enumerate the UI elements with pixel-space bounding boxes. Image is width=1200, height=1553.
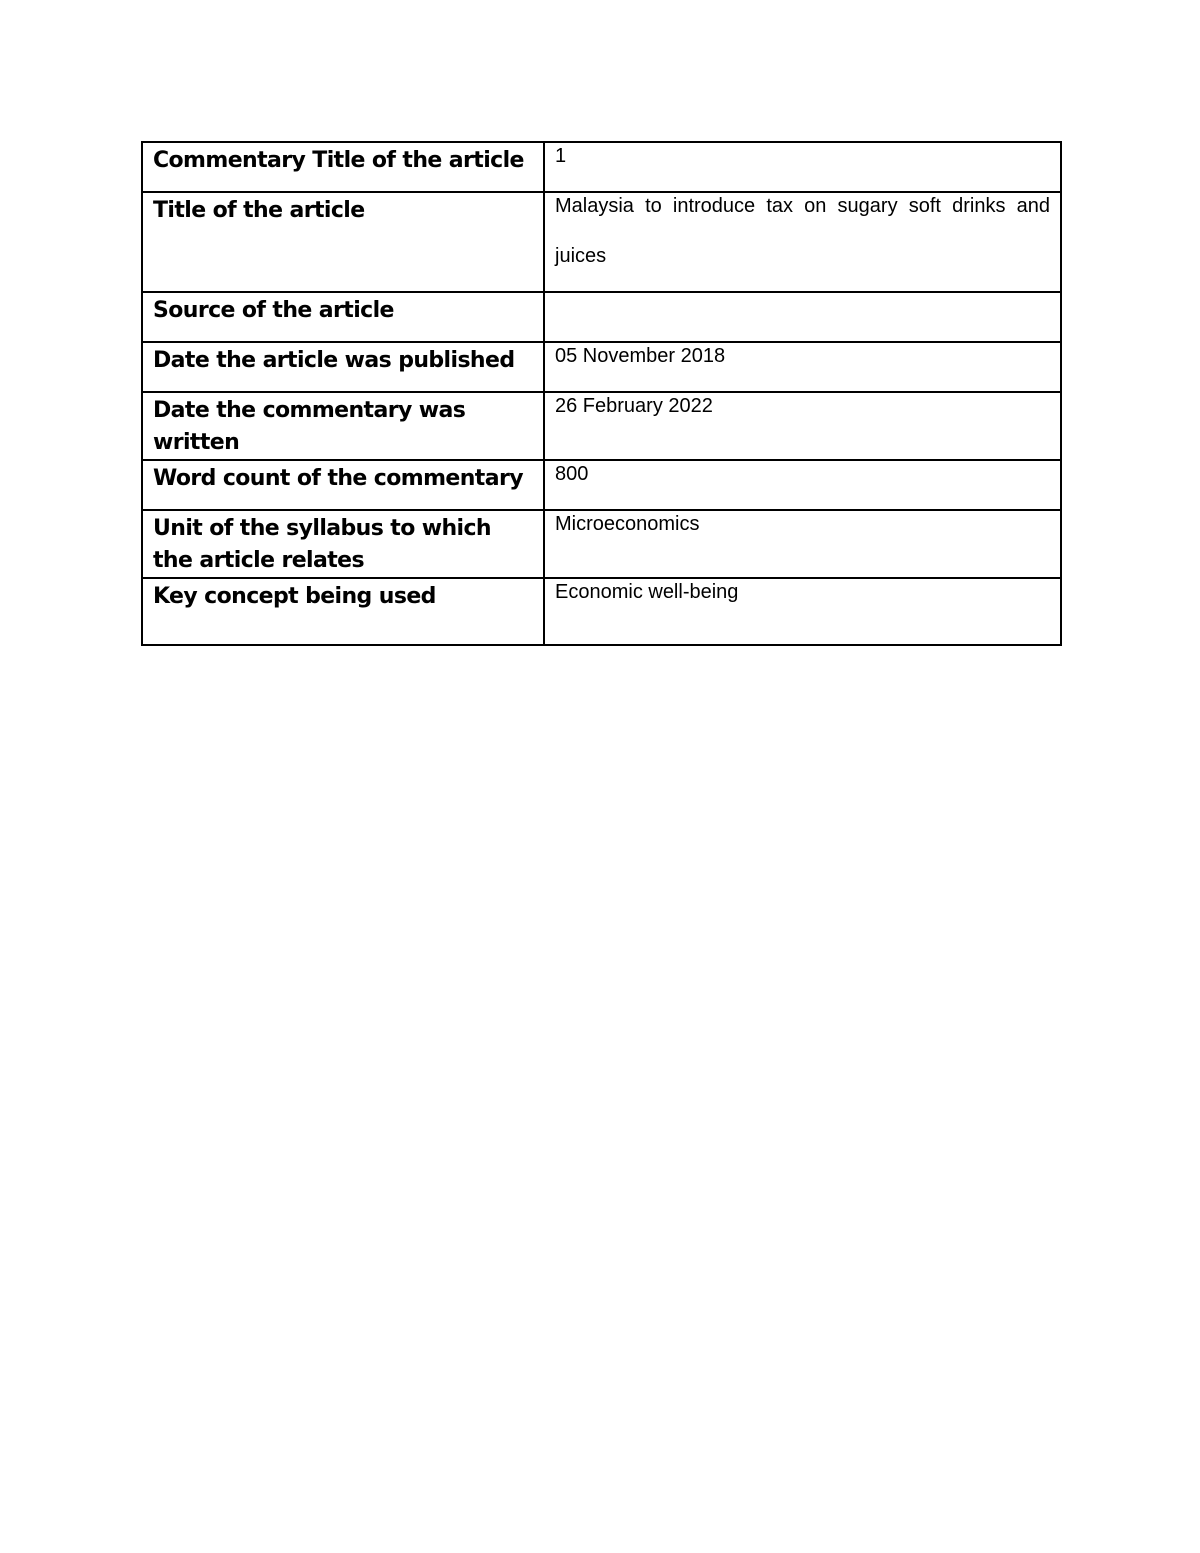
value-text: 26 February 2022 — [555, 395, 713, 417]
value-text: Microeconomics — [555, 513, 700, 535]
value-text: 1 — [555, 145, 567, 167]
row-label-key-concept: Key concept being used — [142, 578, 544, 645]
value-text: 05 November 2018 — [555, 345, 726, 367]
table-row — [142, 192, 1061, 292]
row-label-syllabus-unit: Unit of the syllabus to which the article relates — [142, 510, 544, 578]
row-label-article-title: Title of the article — [142, 192, 544, 292]
row-value-article-title — [544, 192, 1061, 292]
row-label-commentary-title: Commentary Title of the article — [142, 142, 544, 192]
row-value-key-concept — [544, 578, 1061, 645]
value-text: Malaysia to introduce tax on sugary soft drinks and juices — [555, 195, 1050, 267]
row-label-word-count: Word count of the commentary — [142, 460, 544, 510]
row-label-commentary-date: Date the commentary was written — [142, 392, 544, 460]
value-text: 800 — [555, 463, 589, 485]
table-row — [142, 578, 1061, 645]
row-label-article-source: Source of the article — [142, 292, 544, 342]
commentary-info-table — [141, 141, 1062, 646]
value-text: Economic well-being — [555, 581, 739, 603]
row-label-published-date: Date the article was published — [142, 342, 544, 392]
